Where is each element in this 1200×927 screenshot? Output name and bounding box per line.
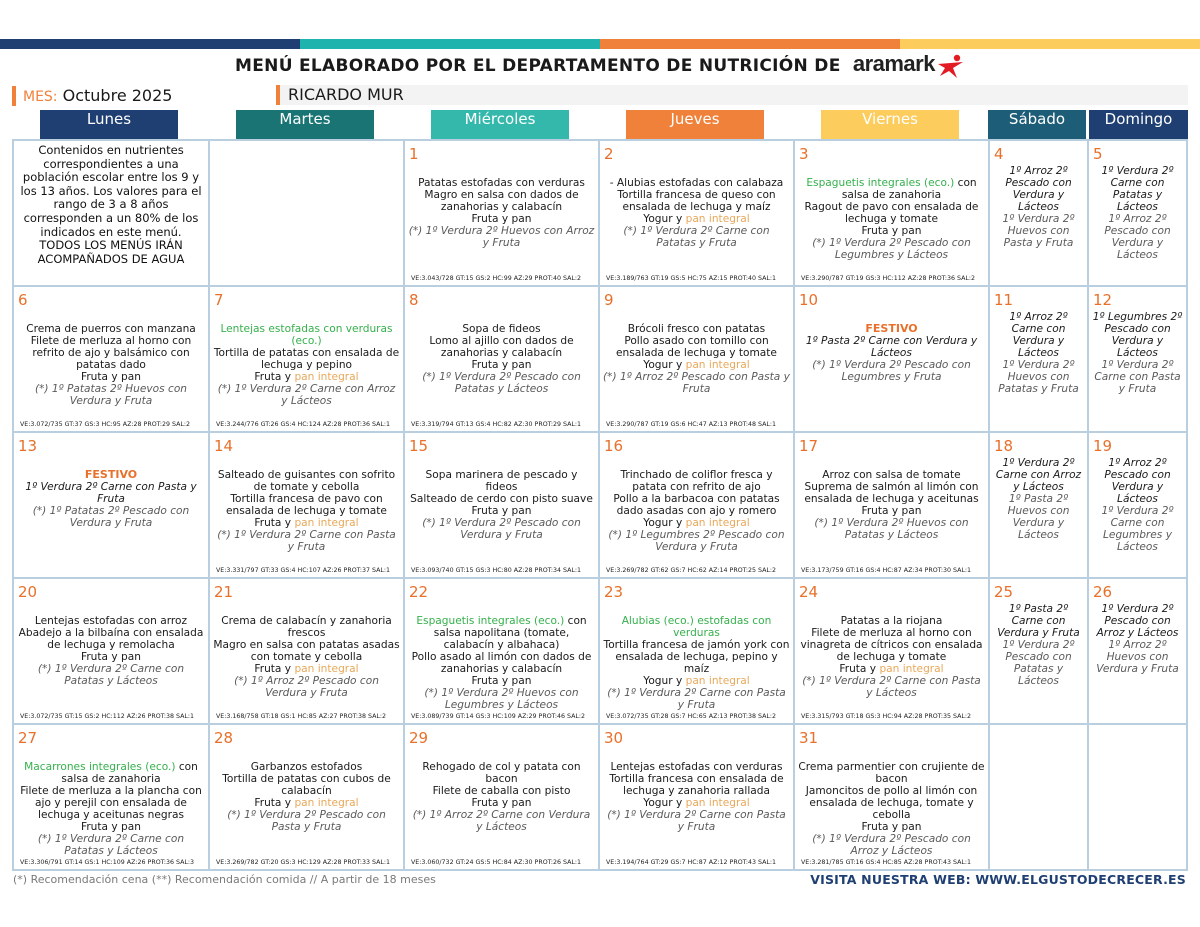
menu-content <box>213 615 400 699</box>
dessert-line <box>603 517 790 529</box>
dish: Pollo asado con tomillo con ensalada de lechuga y tomate <box>616 335 777 359</box>
dessert-line <box>798 663 985 675</box>
menu-content <box>798 761 985 857</box>
weekend-menu: 1º Pasta 2º Carne con Verdura y Fruta <box>997 603 1080 639</box>
nutrition-values: VE:3.173/759 GT:16 GS:4 HC:87 AZ:34 PROT:30 SAL:1 <box>801 567 972 574</box>
menu-content <box>798 469 985 541</box>
dinner-recommendation: (*) 1º Verdura 2º Carne con Arroz y Lácteos <box>217 383 396 407</box>
menu-content <box>17 469 205 529</box>
day-cell-23 <box>600 579 795 725</box>
day-miercoles: Miércoles <box>431 110 569 140</box>
dish: Arroz con salsa de tomate <box>822 469 961 481</box>
dessert: Yogur y <box>643 675 686 687</box>
dish: Rehogado de col y patata con bacon <box>422 761 581 785</box>
menu-content <box>603 761 790 833</box>
menu-content <box>993 165 1084 249</box>
day-lunes: Lunes <box>40 110 178 140</box>
weekend-menu: 1º Verdura 2º Carne con Arroz y Lácteos <box>995 457 1082 493</box>
weekend-menu: 1º Verdura 2º Pescado con Arroz y Lácteos <box>1096 603 1179 639</box>
day-cell-15 <box>405 433 600 579</box>
dish: Garbanzos estofados <box>250 761 363 773</box>
logo-text: aramark <box>852 51 935 76</box>
dish: Pollo asado al limón con dados de zanahorias y calabacín <box>411 651 592 675</box>
dish: Tortilla francesa de jamón york con ensalada de lechuga, pepino y maíz <box>603 639 790 675</box>
dessert: Yogur y <box>643 359 686 371</box>
nutrition-values: VE:3.319/794 GT:13 GS:4 HC:82 AZ:30 PROT:29 SAL:1 <box>411 421 582 428</box>
bar-orange <box>600 39 900 49</box>
empty-cell <box>990 725 1089 871</box>
dessert-line <box>213 663 400 675</box>
nutrition-values: VE:3.306/791 GT:14 GS:1 HC:109 AZ:26 PROT:36 SAL:3 <box>20 859 195 866</box>
menu-content <box>1092 603 1183 675</box>
dessert-line <box>603 675 790 687</box>
dinner-recommendation: (*) 1º Verdura 2º Huevos con Patatas y Lácteos <box>814 517 969 541</box>
dinner-recommendation: (*) 1º Patatas 2º Huevos con Verdura y Fruta <box>34 383 188 407</box>
dish: Sopa de fideos <box>462 323 541 335</box>
weekend-menu: 1º Verdura 2º Carne con Pasta y Fruta <box>25 481 197 505</box>
nutrition-values: VE:3.072/735 GT:37 GS:3 HC:95 AZ:28 PROT:29 SAL:2 <box>20 421 191 428</box>
dish: Salteado de cerdo con pisto suave <box>410 493 593 505</box>
dinner-recommendation: (*) 1º Arroz 2º Pescado con Pasta y Fruta <box>603 371 790 395</box>
day-cell-18 <box>990 433 1089 579</box>
dessert-line <box>603 213 790 225</box>
menu-content <box>17 761 205 857</box>
menu-content <box>1092 165 1183 261</box>
dish-continuation: con salsa napolitana (tomate, calabacín y albahaca) <box>433 615 587 651</box>
dish: Magro en salsa con dados de zanahorias y calabacín <box>424 189 579 213</box>
dessert: Fruta y <box>254 663 295 675</box>
intro-text <box>17 144 205 266</box>
dinner-recommendation: 1º Arroz 2º Pescado con Verdura y Lácteos <box>1104 213 1171 261</box>
dinner-recommendation: (*) 1º Verdura 2º Huevos con Legumbres y Lácteos <box>424 687 579 711</box>
dinner-recommendation: (*) 1º Verdura 2º Carne con Pasta y Fruta <box>217 529 396 553</box>
dessert-line <box>603 359 790 371</box>
menu-content <box>408 615 595 711</box>
day-cell-14 <box>210 433 405 579</box>
day-number: 17 <box>799 437 819 455</box>
whole-wheat-bread: pan integral <box>685 517 750 529</box>
menu-content <box>603 469 790 553</box>
dish: Fruta y pan <box>471 505 532 517</box>
dessert: Fruta y <box>254 797 295 809</box>
empty-cell <box>14 141 210 287</box>
day-number: 4 <box>994 145 1004 163</box>
whole-wheat-bread: pan integral <box>294 517 359 529</box>
dessert-line <box>213 517 400 529</box>
empty-cell <box>210 141 405 287</box>
day-number: 29 <box>409 729 429 747</box>
dish: Fruta y pan <box>471 359 532 371</box>
dinner-recommendation: (*) 1º Verdura 2º Pescado con Legumbres y Lácteos <box>812 237 971 261</box>
day-number: 5 <box>1093 145 1103 163</box>
nutrition-values: VE:3.315/793 GT:18 GS:3 HC:94 AZ:28 PROT:35 SAL:2 <box>801 713 972 720</box>
weekday-header <box>12 110 1188 140</box>
day-cell-7 <box>210 287 405 433</box>
whole-wheat-bread: pan integral <box>294 663 359 675</box>
dessert: Fruta y <box>254 371 295 383</box>
dinner-recommendation: (*) 1º Verdura 2º Carne con Patatas y Lácteos <box>37 833 185 857</box>
nutrition-values: VE:3.072/735 GT:28 GS:7 HC:65 AZ:13 PROT:38 SAL:2 <box>606 713 777 720</box>
dish: Fruta y pan <box>471 675 532 687</box>
menu-content <box>213 761 400 833</box>
nutrition-values: VE:3.043/728 GT:15 GS:2 HC:99 AZ:29 PROT:40 SAL:2 <box>411 275 582 282</box>
star-person-icon <box>935 53 965 79</box>
dish: Lentejas estofadas con verduras <box>610 761 783 773</box>
dessert-line <box>603 797 790 809</box>
page-title <box>0 52 1200 80</box>
day-cell-22 <box>405 579 600 725</box>
whole-wheat-bread: pan integral <box>294 797 359 809</box>
menu-content <box>17 323 205 407</box>
menu-content <box>17 615 205 687</box>
day-number: 19 <box>1093 437 1113 455</box>
dinner-recommendation: (*) 1º Verdura 2º Pescado con Legumbres y Fruta <box>812 359 971 383</box>
dish: Fruta y pan <box>471 213 532 225</box>
dish: Tortilla francesa de queso con ensalada de lechuga y maíz <box>617 189 776 213</box>
menu-content <box>408 323 595 395</box>
day-cell-17 <box>795 433 990 579</box>
dish: Filete de merluza al horno con refrito de ajo y balsámico con patatas dado <box>30 335 192 371</box>
dish-continuation: con salsa de zanahoria <box>61 761 198 785</box>
eco-dish: Alubias (eco.) estofadas con verduras <box>621 615 772 639</box>
day-number: 12 <box>1093 291 1113 309</box>
day-cell-25 <box>990 579 1089 725</box>
dish: Brócoli fresco con patatas <box>627 323 766 335</box>
dinner-recommendation: (*) 1º Verdura 2º Carne con Patatas y Lácteos <box>37 663 185 687</box>
website-link[interactable]: VISITA NUESTRA WEB: WWW.ELGUSTODECRECER.ES <box>810 872 1186 887</box>
dish: Tortilla francesa de pavo con ensalada de lechuga y tomate <box>226 493 387 517</box>
dish: Jamoncitos de pollo al limón con ensalada de lechuga, tomate y cebolla <box>805 785 978 821</box>
dish: Suprema de salmón al limón con ensalada de lechuga y aceitunas <box>804 481 979 505</box>
weekend-menu: 1º Arroz 2º Carne con Verdura y Lácteos <box>1009 311 1068 359</box>
dish: Trinchado de coliflor fresca y patata con refrito de ajo <box>620 469 773 493</box>
dessert: Yogur y <box>643 797 686 809</box>
nutrition-values: VE:3.244/776 GT:26 GS:4 HC:124 AZ:28 PROT:36 SAL:1 <box>216 421 391 428</box>
day-number: 30 <box>604 729 624 747</box>
day-cell-3 <box>795 141 990 287</box>
day-number: 15 <box>409 437 429 455</box>
bar-navy <box>0 39 300 49</box>
whole-wheat-bread: pan integral <box>879 663 944 675</box>
menu-content <box>993 603 1084 687</box>
dinner-recommendation: (*) 1º Verdura 2º Pescado con Verdura y Fruta <box>422 517 581 541</box>
dinner-recommendation: 1º Pasta 2º Huevos con Verdura y Lácteos <box>1007 493 1070 541</box>
dinner-recommendation: (*) 1º Arroz 2º Pescado con Verdura y Fruta <box>234 675 379 699</box>
dish: Filete de merluza a la plancha con ajo y perejil con ensalada de lechuga y aceitunas negras <box>20 785 202 821</box>
menu-content <box>408 469 595 541</box>
day-cell-8 <box>405 287 600 433</box>
dinner-recommendation: (*) 1º Verdura 2º Pescado con Patatas y Lácteos <box>422 371 581 395</box>
day-number: 18 <box>994 437 1014 455</box>
weekend-menu: 1º Arroz 2º Pescado con Verdura y Lácteos <box>1005 165 1072 213</box>
menu-content <box>798 615 985 699</box>
menu-content <box>603 615 790 711</box>
day-cell-27 <box>14 725 210 871</box>
menu-content <box>798 177 985 261</box>
whole-wheat-bread: pan integral <box>685 675 750 687</box>
day-martes: Martes <box>236 110 374 140</box>
dish: Tortilla francesa con ensalada de lechuga y zanahoria rallada <box>609 773 784 797</box>
whole-wheat-bread: pan integral <box>685 797 750 809</box>
menu-content <box>993 457 1084 541</box>
dish: Fruta y pan <box>861 505 922 517</box>
nutrition-values: VE:3.290/787 GT:19 GS:6 HC:47 AZ:13 PROT:48 SAL:1 <box>606 421 777 428</box>
dish: Fruta y pan <box>471 797 532 809</box>
whole-wheat-bread: pan integral <box>685 213 750 225</box>
dish: Crema parmentier con crujiente de bacon <box>798 761 985 785</box>
day-number: 23 <box>604 583 624 601</box>
dinner-recommendation: (*) 1º Verdura 2º Huevos con Arroz y Fruta <box>408 225 595 249</box>
day-number: 11 <box>994 291 1014 309</box>
eco-dish-line <box>798 177 985 201</box>
dish: Abadejo a la bilbaína con ensalada de lechuga y remolacha <box>18 627 204 651</box>
day-cell-9 <box>600 287 795 433</box>
day-sabado: Sábado <box>988 110 1086 140</box>
bar-teal <box>300 39 600 49</box>
day-domingo: Domingo <box>1089 110 1188 140</box>
nutrition-values: VE:3.269/782 GT:20 GS:3 HC:129 AZ:28 PROT:33 SAL:1 <box>216 859 391 866</box>
month-field <box>12 86 264 106</box>
weekend-menu: 1º Arroz 2º Pescado con Verdura y Lácteos <box>1104 457 1171 505</box>
dinner-recommendation: (*) 1º Verdura 2º Carne con Pasta y Fruta <box>607 687 786 711</box>
title-text: MENÚ ELABORADO POR EL DEPARTAMENTO DE NUTRICIÓN DE <box>235 56 841 76</box>
day-cell-10 <box>795 287 990 433</box>
intro-paragraph: Contenidos en nutrientes correspondientes a una población escolar entre los 9 y los 13 años. Los valores para el rango de 3 a 8 años corresponden a un 80% de los indicados en este menú. <box>20 143 202 239</box>
eco-dish: Lentejas estofadas con verduras (eco.) <box>220 323 393 347</box>
dish: Fruta y pan <box>81 371 141 383</box>
day-number: 9 <box>604 291 614 309</box>
dinner-recommendation: (*) 1º Verdura 2º Carne con Pasta y Lácteos <box>802 675 981 699</box>
nutrition-values: VE:3.331/797 GT:33 GS:4 HC:107 AZ:26 PROT:37 SAL:1 <box>216 567 391 574</box>
whole-wheat-bread: pan integral <box>294 371 359 383</box>
day-number: 7 <box>214 291 224 309</box>
day-cell-21 <box>210 579 405 725</box>
nutrition-values: VE:3.189/763 GT:19 GS:5 HC:75 AZ:15 PROT:40 SAL:1 <box>606 275 777 282</box>
day-number: 14 <box>214 437 234 455</box>
dinner-recommendation: 1º Verdura 2º Carne con Pasta y Fruta <box>1094 359 1181 395</box>
day-number: 1 <box>409 145 419 163</box>
dessert: Fruta y <box>839 663 880 675</box>
dinner-recommendation: (*) 1º Verdura 2º Pescado con Pasta y Fruta <box>227 809 386 833</box>
dish: Lentejas estofadas con arroz <box>34 615 188 627</box>
dish: Sopa marinera de pescado y fideos <box>425 469 578 493</box>
eco-dish: Macarrones integrales (eco.) <box>24 761 176 773</box>
nutrition-values: VE:3.168/758 GT:18 GS:1 HC:85 AZ:27 PROT:38 SAL:2 <box>216 713 387 720</box>
holiday-label: FESTIVO <box>84 468 138 481</box>
menu-content <box>213 469 400 553</box>
dessert-line <box>213 371 400 383</box>
nutrition-values: VE:3.194/764 GT:29 GS:7 HC:87 AZ:12 PROT:43 SAL:1 <box>606 859 777 866</box>
nutrition-values: VE:3.072/735 GT:15 GS:2 HC:112 AZ:26 PROT:38 SAL:1 <box>20 713 195 720</box>
nutrition-values: VE:3.060/732 GT:24 GS:5 HC:84 AZ:30 PROT:26 SAL:1 <box>411 859 582 866</box>
day-cell-28 <box>210 725 405 871</box>
footnote: (*) Recomendación cena (**) Recomendación comida // A partir de 18 meses <box>13 873 436 886</box>
day-number: 8 <box>409 291 419 309</box>
day-cell-1 <box>405 141 600 287</box>
eco-dish: Espaguetis integrales (eco.) <box>416 615 565 627</box>
dinner-recommendation: 1º Verdura 2º Pescado con Patatas y Lácteos <box>1002 639 1075 687</box>
day-cell-5 <box>1089 141 1188 287</box>
dinner-recommendation: (*) 1º Verdura 2º Carne con Pasta y Fruta <box>607 809 786 833</box>
weekend-menu: 1º Verdura 2º Carne con Patatas y Lácteos <box>1101 165 1174 213</box>
dish: Lomo al ajillo con dados de zanahorias y calabacín <box>429 335 574 359</box>
day-cell-20 <box>14 579 210 725</box>
day-cell-4 <box>990 141 1089 287</box>
dinner-recommendation: (*) 1º Legumbres 2º Pescado con Verdura y Fruta <box>608 529 785 553</box>
day-number: 20 <box>18 583 38 601</box>
day-cell-24 <box>795 579 990 725</box>
day-cell-26 <box>1089 579 1188 725</box>
dish: Patatas estofadas con verduras <box>418 177 585 189</box>
dish: Fruta y pan <box>81 651 141 663</box>
aramark-logo <box>853 53 965 79</box>
dish: Fruta y pan <box>861 821 922 833</box>
menu-calendar-grid <box>12 139 1188 871</box>
nutrition-values: VE:3.093/740 GT:15 GS:3 HC:80 AZ:28 PROT:34 SAL:1 <box>411 567 582 574</box>
dinner-recommendation: (*) 1º Patatas 2º Pescado con Verdura y Fruta <box>32 505 190 529</box>
empty-cell <box>1089 725 1188 871</box>
dessert-line <box>213 797 400 809</box>
menu-content <box>408 177 595 249</box>
dish: Filete de merluza al horno con vinagreta de cítricos con ensalada de lechuga y tomate <box>800 627 983 663</box>
month-value: Octubre 2025 <box>62 86 173 105</box>
day-number: 26 <box>1093 583 1113 601</box>
day-number: 24 <box>799 583 819 601</box>
dish: - Alubias estofadas con calabaza <box>609 177 784 189</box>
day-cell-30 <box>600 725 795 871</box>
dinner-recommendation: (*) 1º Arroz 2º Carne con Verdura y Lácteos <box>412 809 591 833</box>
color-bars <box>0 39 1200 49</box>
eco-dish-line <box>408 615 595 651</box>
bar-yellow <box>900 39 1200 49</box>
weekend-menu: 1º Pasta 2º Carne con Verdura y Lácteos <box>805 335 978 359</box>
dinner-recommendation: 1º Verdura 2º Carne con Legumbres y Lácteos <box>1101 505 1174 553</box>
dish: Filete de caballa con pisto <box>432 785 571 797</box>
dish-continuation: con salsa de zanahoria <box>841 177 977 201</box>
dish: Crema de calabacín y zanahoria frescos <box>221 615 392 639</box>
dessert: Fruta y <box>254 517 295 529</box>
nutrition-values: VE:3.269/782 GT:62 GS:7 HC:62 AZ:14 PROT:25 SAL:2 <box>606 567 777 574</box>
menu-content <box>213 323 400 407</box>
dinner-recommendation: (*) 1º Verdura 2º Pescado con Arroz y Lácteos <box>812 833 971 857</box>
dinner-recommendation: 1º Verdura 2º Huevos con Pasta y Fruta <box>1002 213 1075 249</box>
day-number: 6 <box>18 291 28 309</box>
month-label: MES: <box>23 89 58 105</box>
day-number: 22 <box>409 583 429 601</box>
dish: Magro en salsa con patatas asadas con tomate y cebolla <box>213 639 400 663</box>
day-number: 16 <box>604 437 624 455</box>
dish: Fruta y pan <box>861 225 922 237</box>
dessert: Yogur y <box>643 517 686 529</box>
day-number: 27 <box>18 729 38 747</box>
dinner-recommendation: 1º Verdura 2º Huevos con Patatas y Fruta <box>998 359 1079 395</box>
day-cell-13 <box>14 433 210 579</box>
day-cell-16 <box>600 433 795 579</box>
day-cell-19 <box>1089 433 1188 579</box>
day-cell-12 <box>1089 287 1188 433</box>
day-number: 31 <box>799 729 819 747</box>
day-number: 3 <box>799 145 809 163</box>
menu-content <box>1092 457 1183 553</box>
day-cell-2 <box>600 141 795 287</box>
day-number: 28 <box>214 729 234 747</box>
day-jueves: Jueves <box>626 110 764 140</box>
nutrition-values: VE:3.290/787 GT:19 GS:3 HC:112 AZ:28 PROT:36 SAL:2 <box>801 275 976 282</box>
day-cell-29 <box>405 725 600 871</box>
menu-content <box>408 761 595 833</box>
eco-dish: Espaguetis integrales (eco.) <box>806 177 955 189</box>
menu-content <box>603 177 790 249</box>
day-cell-31 <box>795 725 990 871</box>
weekend-menu: 1º Legumbres 2º Pescado con Verdura y Lácteos <box>1092 311 1183 359</box>
menu-content <box>1092 311 1183 395</box>
dish: Pollo a la barbacoa con patatas dado asadas con ajo y romero <box>613 493 780 517</box>
day-cell-6 <box>14 287 210 433</box>
dish: Ragout de pavo con ensalada de lechuga y tomate <box>804 201 979 225</box>
dinner-recommendation: (*) 1º Verdura 2º Carne con Patatas y Fruta <box>623 225 770 249</box>
menu-content <box>603 323 790 395</box>
menu-content <box>798 323 985 383</box>
menu-content <box>993 311 1084 395</box>
whole-wheat-bread: pan integral <box>685 359 750 371</box>
school-name: RICARDO MUR <box>276 85 1188 105</box>
holiday-label: FESTIVO <box>865 322 918 335</box>
day-number: 2 <box>604 145 614 163</box>
day-number: 21 <box>214 583 234 601</box>
intro-paragraph: TODOS LOS MENÚS IRÁN ACOMPAÑADOS DE AGUA <box>37 238 185 266</box>
nutrition-values: VE:3.281/785 GT:16 GS:4 HC:85 AZ:28 PROT:43 SAL:1 <box>801 859 972 866</box>
dish: Fruta y pan <box>81 821 141 833</box>
day-number: 13 <box>18 437 38 455</box>
day-number: 25 <box>994 583 1014 601</box>
nutrition-values: VE:3.089/739 GT:14 GS:3 HC:109 AZ:29 PROT:46 SAL:2 <box>411 713 586 720</box>
dish: Patatas a la riojana <box>840 615 943 627</box>
dish: Tortilla de patatas con cubos de calabacín <box>222 773 391 797</box>
eco-dish-line <box>17 761 205 785</box>
dish: Crema de puerros con manzana <box>26 323 196 335</box>
dessert: Yogur y <box>643 213 686 225</box>
dish: Tortilla de patatas con ensalada de lechuga y pepino <box>213 347 400 371</box>
day-number: 10 <box>799 291 819 309</box>
day-cell-11 <box>990 287 1089 433</box>
day-viernes: Viernes <box>821 110 959 140</box>
dish: Salteado de guisantes con sofrito de tomate y cebolla <box>217 469 396 493</box>
dinner-recommendation: 1º Arroz 2º Huevos con Verdura y Fruta <box>1096 639 1179 675</box>
